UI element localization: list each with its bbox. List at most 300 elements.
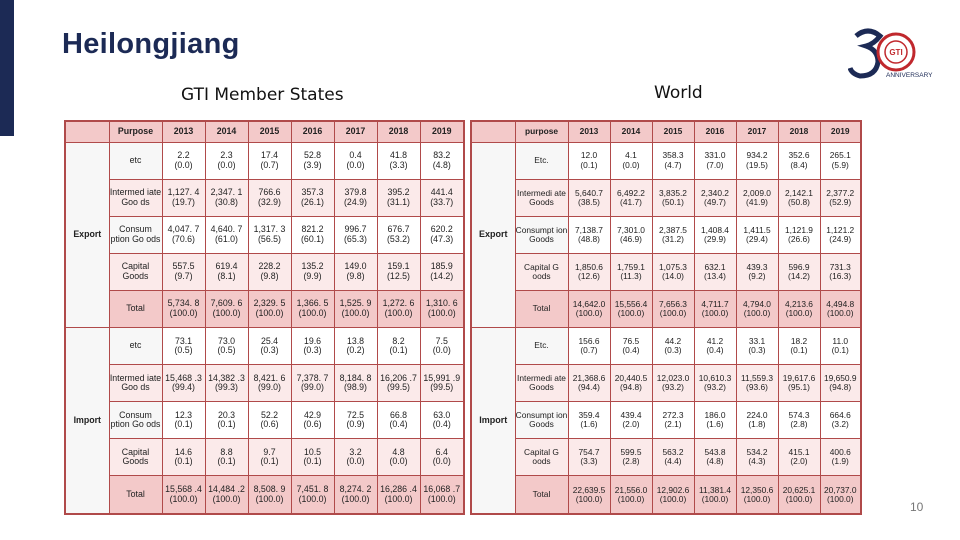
cell-share: (100.0) bbox=[427, 307, 456, 318]
cell-share: (100.0) bbox=[427, 493, 456, 504]
value-cell bbox=[334, 290, 377, 327]
cell-share: (0.7) bbox=[580, 345, 598, 356]
value-cell bbox=[736, 476, 778, 514]
value-cell bbox=[334, 253, 377, 290]
cell-amount: 1,121.9 bbox=[785, 224, 813, 235]
value-cell bbox=[248, 476, 291, 514]
cell-amount: 6,492.2 bbox=[617, 187, 645, 198]
cell-amount: 63.0 bbox=[433, 409, 451, 420]
cell-share: (0.1) bbox=[174, 419, 193, 430]
table-row bbox=[471, 142, 861, 179]
world-heading: World bbox=[654, 83, 703, 103]
value-cell bbox=[694, 365, 736, 402]
cell-share: (19.5) bbox=[746, 159, 768, 170]
cell-share: (98.9) bbox=[344, 382, 367, 393]
value-cell bbox=[334, 365, 377, 402]
cell-amount: 1,408.4 bbox=[701, 224, 729, 235]
value-cell bbox=[291, 142, 334, 179]
accent-bar bbox=[0, 0, 14, 136]
value-cell bbox=[420, 476, 464, 514]
value-cell bbox=[568, 439, 610, 476]
value-cell bbox=[820, 216, 861, 253]
cell-share: (56.5) bbox=[258, 233, 281, 244]
cell-share: (100.0) bbox=[659, 493, 687, 504]
cell-amount: 1,411.5 bbox=[743, 224, 771, 235]
value-cell bbox=[377, 179, 420, 216]
cell-share: (31.1) bbox=[387, 196, 410, 207]
cell-share: (0.0) bbox=[432, 456, 451, 467]
cell-amount: 20,737.0 bbox=[823, 484, 857, 495]
cell-amount: 2,340.2 bbox=[701, 187, 729, 198]
value-cell bbox=[248, 216, 291, 253]
cell-share: (100.0) bbox=[341, 307, 370, 318]
value-cell bbox=[291, 402, 334, 439]
cell-share: (8.1) bbox=[217, 270, 236, 281]
cell-share: (31.2) bbox=[662, 233, 684, 244]
cell-amount: 563.2 bbox=[662, 447, 684, 458]
cell-share: (0.0) bbox=[174, 159, 193, 170]
value-cell bbox=[334, 216, 377, 253]
cell-share: (100.0) bbox=[212, 493, 241, 504]
cell-amount: 73.1 bbox=[174, 335, 193, 346]
table-row bbox=[471, 402, 861, 439]
cell-share: (48.8) bbox=[578, 233, 600, 244]
cell-share: (0.1) bbox=[580, 159, 598, 170]
cell-share: (0.3) bbox=[260, 345, 279, 356]
cell-amount: 52.2 bbox=[260, 409, 279, 420]
cell-amount: 1,317. 3 bbox=[253, 224, 286, 235]
cell-amount: 7,301.0 bbox=[617, 224, 645, 235]
cell-amount: 16,068 .7 bbox=[423, 484, 461, 495]
column-header: 2018 bbox=[377, 121, 420, 142]
cell-amount: 7,609. 6 bbox=[210, 298, 243, 309]
cell-share: (0.3) bbox=[303, 345, 322, 356]
column-header: 2018 bbox=[778, 121, 820, 142]
value-cell bbox=[420, 439, 464, 476]
cell-share: (0.1) bbox=[303, 456, 322, 467]
cell-amount: 2,347. 1 bbox=[210, 187, 243, 198]
cell-amount: 185.9 bbox=[430, 261, 453, 272]
value-cell bbox=[610, 290, 652, 327]
value-cell bbox=[568, 253, 610, 290]
value-cell bbox=[334, 142, 377, 179]
value-cell bbox=[736, 142, 778, 179]
cell-amount: 66.8 bbox=[389, 409, 408, 420]
value-cell bbox=[334, 402, 377, 439]
cell-amount: 596.9 bbox=[788, 261, 810, 272]
value-cell bbox=[377, 142, 420, 179]
table-row bbox=[471, 216, 861, 253]
cell-amount: 0.4 bbox=[349, 150, 362, 161]
cell-amount: 149.0 bbox=[344, 261, 367, 272]
value-cell bbox=[610, 365, 652, 402]
cell-amount: 11,381.4 bbox=[699, 484, 731, 495]
cell-share: (0.3) bbox=[748, 345, 766, 356]
cell-share: (65.3) bbox=[344, 233, 367, 244]
table-row bbox=[471, 253, 861, 290]
cell-amount: 42.9 bbox=[303, 409, 322, 420]
value-cell bbox=[736, 179, 778, 216]
cell-amount: 766.6 bbox=[258, 187, 281, 198]
value-cell bbox=[694, 142, 736, 179]
group-label: Import bbox=[471, 327, 515, 514]
cell-share: (2.0) bbox=[790, 456, 808, 467]
cell-share: (100.0) bbox=[701, 307, 729, 318]
cell-share: (100.0) bbox=[617, 307, 645, 318]
page-number: 10 bbox=[910, 500, 924, 514]
category-label: Total bbox=[109, 290, 162, 327]
cell-amount: 22,639.5 bbox=[572, 484, 606, 495]
cell-amount: 14.6 bbox=[174, 446, 193, 457]
cell-amount: 934.2 bbox=[746, 150, 768, 161]
value-cell bbox=[778, 476, 820, 514]
cell-share: (50.8) bbox=[788, 196, 810, 207]
cell-amount: 21,556.0 bbox=[614, 484, 648, 495]
gti-heading: GTI Member States bbox=[181, 85, 344, 105]
cell-amount: 156.6 bbox=[578, 335, 600, 346]
cell-share: (100.0) bbox=[826, 493, 854, 504]
cell-share: (33.7) bbox=[430, 196, 454, 207]
cell-amount: 10,610.3 bbox=[698, 373, 732, 384]
group-label: Import bbox=[65, 327, 109, 514]
column-header: 2016 bbox=[694, 121, 736, 142]
value-cell bbox=[820, 179, 861, 216]
cell-amount: 2,387.5 bbox=[659, 224, 687, 235]
value-cell bbox=[778, 179, 820, 216]
value-cell bbox=[778, 365, 820, 402]
value-cell bbox=[736, 402, 778, 439]
value-cell bbox=[778, 290, 820, 327]
table-row bbox=[471, 179, 861, 216]
cell-share: (100.0) bbox=[298, 493, 327, 504]
cell-amount: 52.8 bbox=[303, 150, 322, 161]
cell-amount: 72.5 bbox=[346, 409, 365, 420]
cell-amount: 19,650.9 bbox=[823, 373, 857, 384]
cell-share: (38.5) bbox=[578, 196, 600, 207]
cell-amount: 415.1 bbox=[788, 447, 810, 458]
value-cell bbox=[377, 365, 420, 402]
cell-share: (0.1) bbox=[174, 456, 193, 467]
cell-share: (0.1) bbox=[831, 345, 849, 356]
cell-share: (13.4) bbox=[704, 270, 726, 281]
value-cell bbox=[778, 253, 820, 290]
cell-share: (46.9) bbox=[620, 233, 642, 244]
group-label: Export bbox=[471, 142, 515, 327]
cell-amount: 2,377.2 bbox=[826, 187, 855, 198]
value-cell bbox=[291, 253, 334, 290]
cell-share: (0.1) bbox=[790, 345, 808, 356]
cell-amount: 14,642.0 bbox=[572, 298, 606, 309]
cell-share: (94.8) bbox=[620, 382, 642, 393]
cell-amount: 4,794.0 bbox=[743, 298, 771, 309]
cell-share: (100.0) bbox=[743, 493, 771, 504]
value-cell bbox=[420, 216, 464, 253]
column-header: 2014 bbox=[205, 121, 248, 142]
cell-amount: 2,329. 5 bbox=[253, 298, 286, 309]
category-label: Total bbox=[109, 476, 162, 514]
value-cell bbox=[694, 179, 736, 216]
cell-share: (0.0) bbox=[389, 456, 408, 467]
value-cell bbox=[162, 142, 205, 179]
table-row bbox=[65, 439, 464, 476]
value-cell bbox=[736, 290, 778, 327]
cell-share: (0.0) bbox=[217, 159, 236, 170]
value-cell bbox=[377, 439, 420, 476]
value-cell bbox=[205, 476, 248, 514]
value-cell bbox=[248, 327, 291, 364]
cell-amount: 8,508. 9 bbox=[253, 484, 286, 495]
cell-share: (100.0) bbox=[212, 307, 241, 318]
category-label: Capital G oods bbox=[515, 253, 568, 290]
table-row bbox=[65, 476, 464, 514]
value-cell bbox=[291, 439, 334, 476]
anniversary-logo-icon bbox=[848, 22, 938, 84]
cell-amount: 73.0 bbox=[217, 335, 236, 346]
cell-amount: 41.8 bbox=[389, 150, 408, 161]
value-cell bbox=[162, 253, 205, 290]
table-row bbox=[471, 290, 861, 327]
cell-share: (100.0) bbox=[701, 493, 729, 504]
cell-amount: 676.7 bbox=[387, 224, 410, 235]
cell-amount: 7,138.7 bbox=[575, 224, 603, 235]
value-cell bbox=[291, 327, 334, 364]
category-label: Consumpt ion Goods bbox=[515, 216, 568, 253]
cell-amount: 12.3 bbox=[174, 409, 193, 420]
cell-share: (14.2) bbox=[430, 270, 454, 281]
cell-amount: 352.6 bbox=[788, 150, 810, 161]
cell-share: (1.8) bbox=[748, 419, 766, 430]
cell-share: (2.0) bbox=[622, 419, 640, 430]
cell-share: (0.3) bbox=[664, 345, 682, 356]
value-cell bbox=[291, 179, 334, 216]
value-cell bbox=[778, 216, 820, 253]
column-header: purpose bbox=[515, 121, 568, 142]
cell-share: (53.2) bbox=[387, 233, 410, 244]
cell-share: (12.6) bbox=[578, 270, 600, 281]
cell-share: (9.2) bbox=[748, 270, 766, 281]
cell-amount: 9.7 bbox=[263, 446, 276, 457]
category-label: Capital G oods bbox=[515, 439, 568, 476]
value-cell bbox=[568, 290, 610, 327]
value-cell bbox=[420, 253, 464, 290]
cell-amount: 11,559.3 bbox=[741, 373, 773, 384]
cell-share: (3.3) bbox=[389, 159, 408, 170]
cell-share: (0.1) bbox=[217, 456, 236, 467]
cell-share: (4.4) bbox=[664, 456, 682, 467]
value-cell bbox=[568, 327, 610, 364]
value-cell bbox=[652, 142, 694, 179]
cell-amount: 21,368.6 bbox=[572, 373, 606, 384]
category-label: Intermedi ate Goods bbox=[515, 365, 568, 402]
cell-amount: 731.3 bbox=[829, 261, 851, 272]
value-cell bbox=[162, 476, 205, 514]
value-cell bbox=[162, 290, 205, 327]
cell-share: (100.0) bbox=[743, 307, 771, 318]
value-cell bbox=[205, 142, 248, 179]
value-cell bbox=[610, 327, 652, 364]
cell-amount: 12,350.6 bbox=[740, 484, 774, 495]
cell-amount: 12.0 bbox=[580, 150, 598, 161]
cell-share: (24.9) bbox=[829, 233, 852, 244]
value-cell bbox=[820, 290, 861, 327]
value-cell bbox=[694, 290, 736, 327]
cell-share: (30.8) bbox=[215, 196, 238, 207]
cell-amount: 331.0 bbox=[704, 150, 726, 161]
cell-amount: 4,711.7 bbox=[701, 298, 729, 309]
cell-share: (26.1) bbox=[301, 196, 324, 207]
category-label: Etc. bbox=[515, 142, 568, 179]
cell-share: (8.4) bbox=[790, 159, 808, 170]
cell-share: (93.2) bbox=[704, 382, 726, 393]
value-cell bbox=[694, 327, 736, 364]
value-cell bbox=[420, 142, 464, 179]
cell-share: (100.0) bbox=[785, 307, 813, 318]
value-cell bbox=[291, 290, 334, 327]
cell-share: (0.4) bbox=[706, 345, 724, 356]
column-header: 2017 bbox=[736, 121, 778, 142]
cell-amount: 4.8 bbox=[392, 446, 405, 457]
cell-amount: 20.3 bbox=[217, 409, 236, 420]
gti-trade-table bbox=[64, 120, 465, 515]
value-cell bbox=[205, 365, 248, 402]
category-label: Total bbox=[515, 290, 568, 327]
cell-amount: 441.4 bbox=[430, 187, 453, 198]
value-cell bbox=[568, 365, 610, 402]
cell-amount: 33.1 bbox=[748, 335, 766, 346]
table-row bbox=[65, 365, 464, 402]
cell-share: (94.4) bbox=[578, 382, 600, 393]
cell-share: (0.2) bbox=[346, 345, 365, 356]
value-cell bbox=[205, 216, 248, 253]
value-cell bbox=[778, 327, 820, 364]
table-row bbox=[471, 365, 861, 402]
value-cell bbox=[162, 179, 205, 216]
value-cell bbox=[778, 402, 820, 439]
value-cell bbox=[377, 402, 420, 439]
cell-amount: 5,640.7 bbox=[575, 187, 603, 198]
cell-amount: 265.1 bbox=[829, 150, 851, 161]
column-header: 2014 bbox=[610, 121, 652, 142]
value-cell bbox=[610, 253, 652, 290]
cell-amount: 7.5 bbox=[435, 335, 448, 346]
value-cell bbox=[377, 253, 420, 290]
value-cell bbox=[248, 253, 291, 290]
cell-amount: 19,617.6 bbox=[782, 373, 816, 384]
value-cell bbox=[652, 290, 694, 327]
value-cell bbox=[652, 439, 694, 476]
column-header: 2015 bbox=[652, 121, 694, 142]
value-cell bbox=[248, 402, 291, 439]
cell-share: (52.9) bbox=[829, 196, 852, 207]
cell-amount: 5,734. 8 bbox=[167, 298, 200, 309]
value-cell bbox=[420, 365, 464, 402]
column-header: 2017 bbox=[334, 121, 377, 142]
cell-amount: 357.3 bbox=[301, 187, 324, 198]
cell-share: (16.3) bbox=[829, 270, 852, 281]
cell-amount: 4,494.8 bbox=[826, 298, 855, 309]
value-cell bbox=[377, 216, 420, 253]
cell-share: (24.9) bbox=[344, 196, 367, 207]
category-label: etc bbox=[109, 142, 162, 179]
cell-amount: 11.0 bbox=[832, 335, 849, 346]
value-cell bbox=[610, 179, 652, 216]
cell-amount: 135.2 bbox=[301, 261, 324, 272]
cell-amount: 632.1 bbox=[704, 261, 726, 272]
value-cell bbox=[377, 327, 420, 364]
cell-amount: 41.2 bbox=[706, 335, 724, 346]
cell-amount: 664.6 bbox=[829, 410, 851, 421]
cell-share: (100.0) bbox=[575, 307, 603, 318]
cell-share: (0.5) bbox=[217, 345, 236, 356]
cell-amount: 7,451. 8 bbox=[296, 484, 329, 495]
cell-share: (100.0) bbox=[826, 307, 854, 318]
value-cell bbox=[610, 439, 652, 476]
cell-amount: 4,640. 7 bbox=[210, 224, 243, 235]
page-title: Heilongjiang bbox=[62, 28, 240, 60]
cell-amount: 8.8 bbox=[220, 446, 233, 457]
value-cell bbox=[248, 365, 291, 402]
cell-share: (41.7) bbox=[620, 196, 642, 207]
cell-amount: 1,850.6 bbox=[575, 261, 603, 272]
cell-amount: 15,556.4 bbox=[614, 298, 648, 309]
value-cell bbox=[568, 179, 610, 216]
cell-share: (4.8) bbox=[706, 456, 724, 467]
cell-share: (3.9) bbox=[303, 159, 322, 170]
cell-share: (2.8) bbox=[622, 456, 640, 467]
cell-share: (49.7) bbox=[704, 196, 726, 207]
value-cell bbox=[610, 216, 652, 253]
category-label: Etc. bbox=[515, 327, 568, 364]
cell-share: (0.4) bbox=[432, 419, 451, 430]
value-cell bbox=[162, 216, 205, 253]
cell-share: (95.1) bbox=[788, 382, 810, 393]
cell-amount: 2,009.0 bbox=[743, 187, 771, 198]
cell-share: (0.6) bbox=[260, 419, 279, 430]
value-cell bbox=[248, 142, 291, 179]
value-cell bbox=[420, 179, 464, 216]
cell-amount: 619.4 bbox=[215, 261, 238, 272]
cell-share: (93.6) bbox=[746, 382, 768, 393]
value-cell bbox=[205, 253, 248, 290]
cell-amount: 379.8 bbox=[344, 187, 367, 198]
category-label: Total bbox=[515, 476, 568, 514]
cell-amount: 543.8 bbox=[704, 447, 726, 458]
header-blank bbox=[65, 121, 109, 142]
value-cell bbox=[334, 476, 377, 514]
cell-share: (61.0) bbox=[215, 233, 238, 244]
cell-share: (1.6) bbox=[580, 419, 598, 430]
value-cell bbox=[652, 476, 694, 514]
cell-share: (4.3) bbox=[748, 456, 766, 467]
value-cell bbox=[205, 327, 248, 364]
cell-share: (26.6) bbox=[788, 233, 810, 244]
cell-share: (9.7) bbox=[174, 270, 193, 281]
cell-amount: 599.5 bbox=[620, 447, 642, 458]
cell-amount: 159.1 bbox=[387, 261, 410, 272]
value-cell bbox=[652, 402, 694, 439]
cell-share: (0.1) bbox=[260, 456, 279, 467]
value-cell bbox=[736, 216, 778, 253]
cell-share: (100.0) bbox=[255, 493, 284, 504]
value-cell bbox=[377, 290, 420, 327]
cell-share: (12.5) bbox=[387, 270, 410, 281]
cell-amount: 8,421. 6 bbox=[253, 372, 286, 383]
table-row bbox=[65, 253, 464, 290]
cell-share: (9.8) bbox=[346, 270, 365, 281]
cell-share: (0.0) bbox=[346, 456, 365, 467]
cell-amount: 76.5 bbox=[622, 335, 640, 346]
value-cell bbox=[205, 290, 248, 327]
